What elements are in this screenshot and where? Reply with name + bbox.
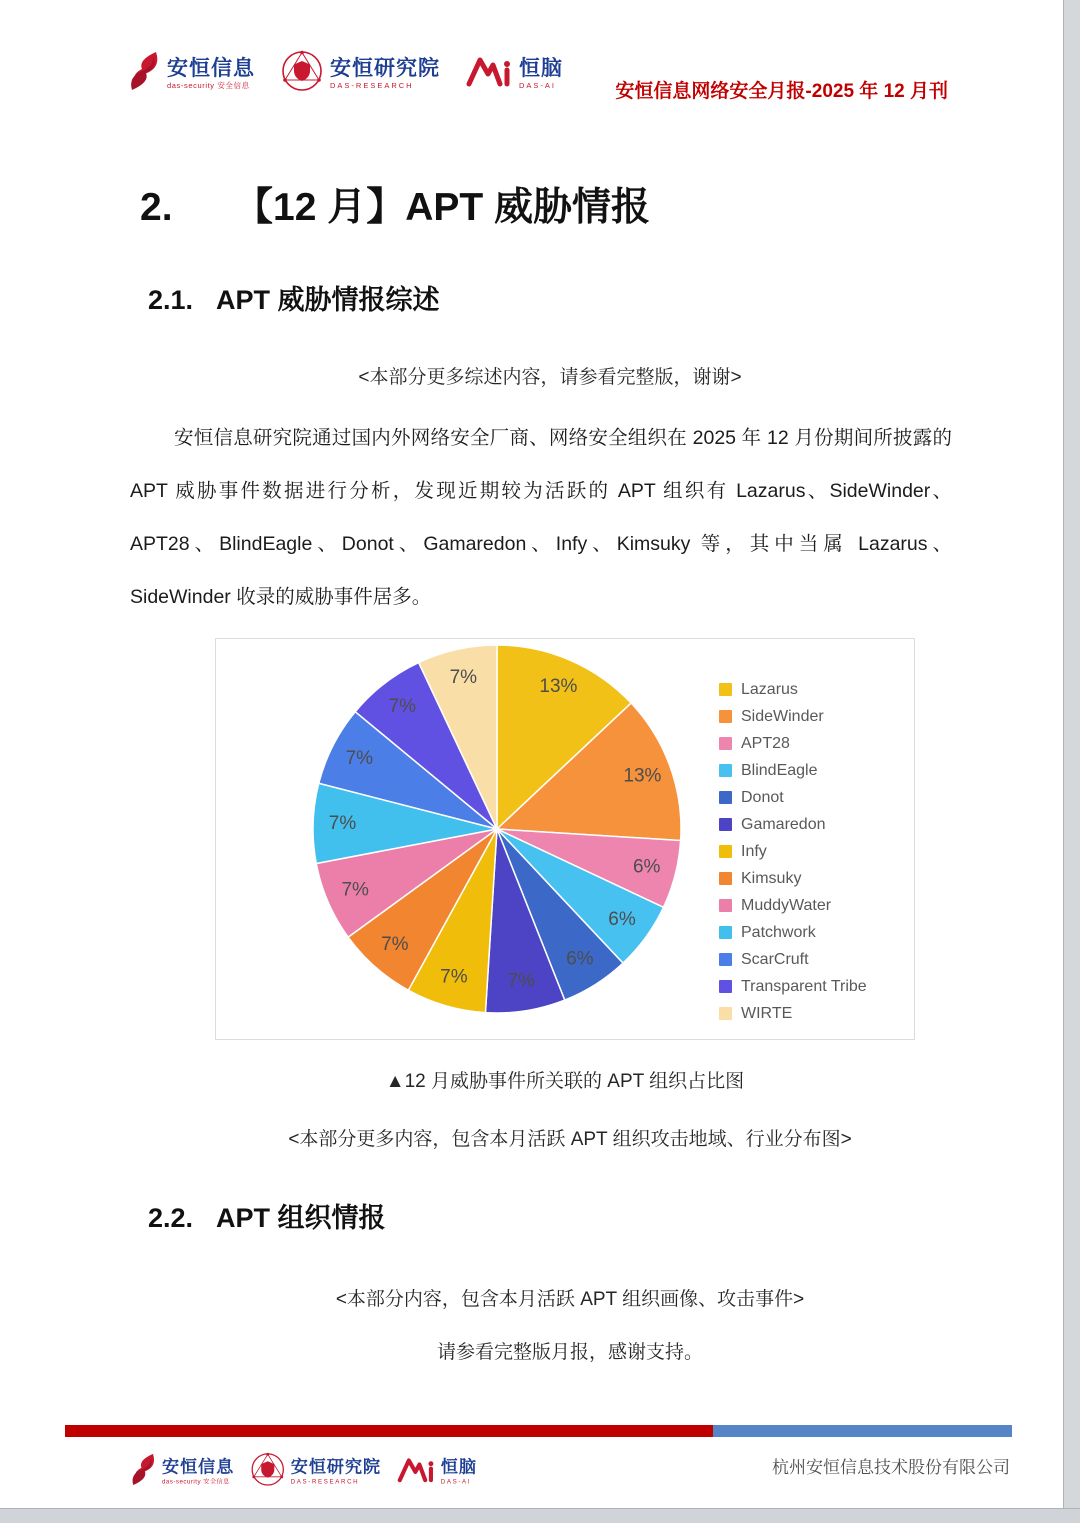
das-research-logo-text: 安恒研究院 <box>330 56 440 80</box>
legend-swatch-icon <box>719 710 732 723</box>
pie-label-transparent-tribe: 7% <box>388 695 417 717</box>
pie-label-patchwork: 7% <box>328 813 357 835</box>
das-security-logo-subtext: das-security 安全信息 <box>167 80 250 90</box>
pie-label-infy: 7% <box>440 966 468 988</box>
chart-caption: ▲12 月威胁事件所关联的 APT 组织占比图 <box>385 1071 745 1092</box>
legend-swatch-icon <box>719 980 732 993</box>
section-2-2-number: 2.2. <box>148 1203 194 1233</box>
legend-swatch-icon <box>719 791 732 804</box>
pie-label-scarcruft: 7% <box>345 747 374 769</box>
legend-swatch-icon <box>719 899 732 912</box>
legend-item-muddywater <box>719 892 867 919</box>
das-security-logo-text: 安恒信息 <box>167 56 255 80</box>
legend-swatch-icon <box>719 737 732 750</box>
footer-red-bar <box>65 1425 713 1437</box>
legend-label: ScarCruft <box>741 950 809 968</box>
footer-das-security-text: 安恒信息 <box>161 1457 235 1477</box>
chart-legend <box>719 676 867 1027</box>
section-2-heading <box>140 176 650 232</box>
legend-item-patchwork <box>719 919 867 946</box>
legend-label: Lazarus <box>741 680 798 698</box>
legend-swatch-icon <box>719 764 732 777</box>
company-name: 杭州安恒信息技术股份有限公司 <box>772 1458 1010 1477</box>
pie-label-lazarus: 13% <box>539 676 578 698</box>
legend-label: Transparent Tribe <box>741 977 867 995</box>
legend-label: MuddyWater <box>741 896 832 914</box>
legend-label: SideWinder <box>741 707 824 725</box>
footer-das-research-text: 安恒研究院 <box>290 1457 381 1477</box>
apt-pie-chart <box>215 638 915 1040</box>
pie-label-apt28: 6% <box>632 856 661 878</box>
footer-das-research-subtext: DAS-RESEARCH <box>290 1477 360 1485</box>
footer-das-ai-text: 恒脑 <box>440 1457 477 1477</box>
legend-label: Kimsuky <box>741 869 802 887</box>
section-2-title: 【12 月】APT 威胁情报 <box>234 186 651 229</box>
legend-label: APT28 <box>741 734 790 752</box>
pie-label-muddywater: 7% <box>341 879 369 901</box>
legend-item-wirte <box>719 1000 867 1027</box>
pie-label-sidewinder: 13% <box>623 765 662 787</box>
pie-label-kimsuky: 7% <box>381 933 409 955</box>
summary-paragraph: 安恒信息研究院通过国内外网络安全厂商、网络安全组织在 2025 年 12 月份期间所披露的 APT 威胁事件数据进行分析，发现近期较为活跃的 APT 组织有 Lazarus、SideWinder、APT28、BlindEagle、Donot、Gamaredon、Infy、Kimsuky 等，其中当属 Lazarus、SideWinder 收录的威胁事件居多。 <box>130 427 952 608</box>
legend-item-donot <box>719 784 867 811</box>
legend-item-gamaredon <box>719 811 867 838</box>
legend-swatch-icon <box>719 1007 732 1020</box>
das-research-logo-subtext: DAS-RESEARCH <box>330 80 414 90</box>
section-2-2-note: <本部分内容，包含本月活跃 APT 组织画像、攻击事件> <box>335 1289 805 1310</box>
legend-item-transparent-tribe <box>719 973 867 1000</box>
pie-label-gamaredon: 7% <box>507 970 535 992</box>
footer-blue-bar <box>713 1425 1012 1437</box>
legend-label: Infy <box>741 842 767 860</box>
legend-label: Gamaredon <box>741 815 826 833</box>
legend-item-scarcruft <box>719 946 867 973</box>
pie-label-wirte: 7% <box>449 667 478 689</box>
legend-item-blindeagle <box>719 757 867 784</box>
legend-swatch-icon <box>719 818 732 831</box>
page-edge-right <box>1063 0 1080 1523</box>
legend-swatch-icon <box>719 872 732 885</box>
full-report-note: 请参看完整版月报，感谢支持。 <box>436 1342 703 1363</box>
legend-label: Donot <box>741 788 784 806</box>
section-2-number: 2. <box>140 186 173 229</box>
das-ai-logo-text: 恒脑 <box>519 56 563 80</box>
section-2-1-footer-note: <本部分更多内容，包含本月活跃 APT 组织攻击地域、行业分布图> <box>288 1129 852 1150</box>
section-2-2-title: APT 组织情报 <box>216 1203 386 1233</box>
footer-das-ai-subtext: DAS-AI <box>440 1477 472 1485</box>
legend-item-infy <box>719 838 867 865</box>
page-edge-bottom <box>0 1508 1080 1523</box>
legend-swatch-icon <box>719 845 732 858</box>
das-ai-logo-subtext: DAS-AI <box>519 80 557 90</box>
legend-swatch-icon <box>719 926 732 939</box>
pie-label-donot: 6% <box>566 948 594 970</box>
edition-title: 安恒信息网络安全月报-2025 年 12 月刊 <box>615 81 948 102</box>
section-2-1-title: APT 威胁情报综述 <box>216 285 440 315</box>
legend-item-apt28 <box>719 730 867 757</box>
legend-item-lazarus <box>719 676 867 703</box>
legend-item-sidewinder <box>719 703 867 730</box>
legend-label: Patchwork <box>741 923 816 941</box>
footer-das-security-subtext: das-security 安全信息 <box>161 1477 230 1485</box>
section-2-2-heading <box>148 1196 386 1235</box>
legend-label: WIRTE <box>741 1004 793 1022</box>
legend-item-kimsuky <box>719 865 867 892</box>
pie-label-blindeagle: 6% <box>608 908 636 930</box>
legend-swatch-icon <box>719 953 732 966</box>
section-2-1-heading <box>148 278 440 317</box>
legend-label: BlindEagle <box>741 761 818 779</box>
section-2-1-number: 2.1. <box>148 285 194 315</box>
legend-swatch-icon <box>719 683 732 696</box>
summary-placeholder-note: <本部分更多综述内容，请参看完整版，谢谢> <box>358 367 742 388</box>
